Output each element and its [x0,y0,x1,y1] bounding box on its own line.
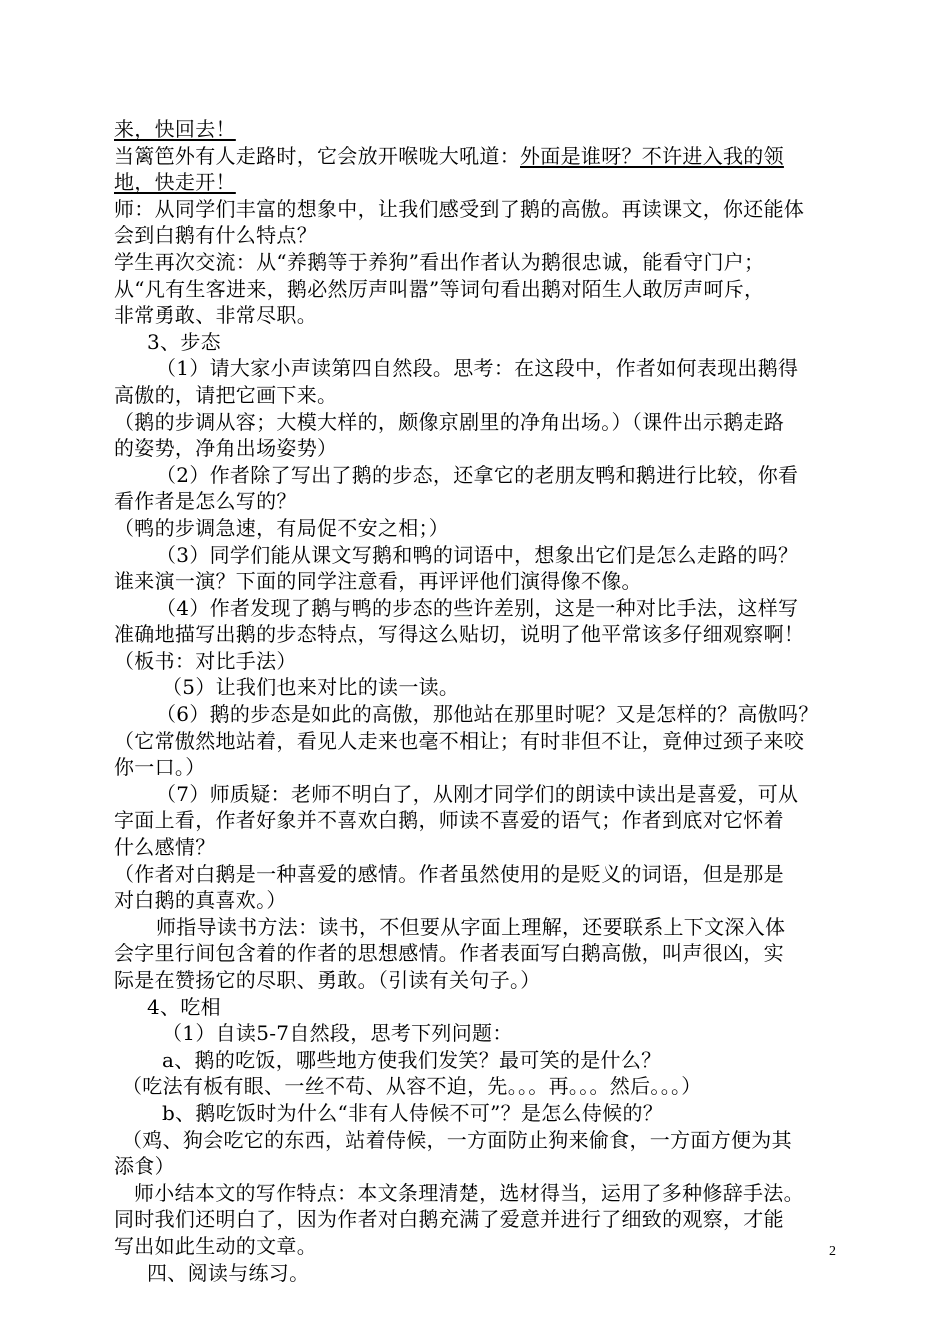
text-line [114,515,854,542]
text-line [114,674,854,701]
text-line [114,249,854,276]
page-number: 2 [829,1244,836,1259]
text-segment: 师指导读书方法：读书，不但要从字面上理解，还要联系上下文深入体 [156,914,786,939]
text-line [114,116,854,143]
text-segment: 4、吃相 [147,994,221,1019]
text-segment: 会到白鹅有什么特点？ [114,223,317,248]
text-segment: 对白鹅的真喜欢。） [114,888,287,913]
text-line [114,754,854,781]
text-segment: 际是在赞扬它的尽职、勇敢。（引读有关句子。） [114,968,541,992]
text-segment: 会字里行间包含着的作者的思想感情。作者表面写白鹅高傲，叫声很凶，实 [114,941,784,966]
text-segment: （板书：对比手法） [114,648,297,673]
text-line [114,1180,854,1207]
text-segment: 什么感情？ [114,835,216,860]
text-line [114,568,854,595]
text-line [114,222,854,249]
text-line [114,701,854,728]
text-segment: 学生再次交流：从“养鹅等于养狗”看出作者认为鹅很忠诚，能看守门户； [114,249,765,274]
text-segment: （鸡、狗会吃它的东西，站着侍候，一方面防止狗来偷食，一方面方便为其 [122,1127,792,1152]
text-line [114,648,854,675]
text-line [114,382,854,409]
text-segment: 非常勇敢、非常尽职。 [114,303,317,328]
text-segment: （3）同学们能从课文写鹅和鸭的词语中，想象出它们是怎么走路的吗？ [156,542,799,567]
text-segment: 谁来演一演？下面的同学注意看，再评评他们演得像不像。 [114,569,642,594]
text-segment: （鹅的步调从容；大模大样的，颇像京剧里的净角出场。）（课件出示鹅走路 [114,409,785,434]
text-segment: （5）让我们也来对比的读一读。 [162,675,460,700]
text-line [114,1020,854,1047]
text-segment: 准确地描写出鹅的步态特点，写得这么贴切，说明了他平常该多仔细观察啊！ [114,622,805,647]
text-segment: （吃法有板有眼、一丝不苟、从容不迫，先。。。再。。。然后。。。） [122,1074,702,1099]
text-line [114,276,854,303]
text-line [114,488,854,515]
text-segment: b、鹅吃饭时为什么“非有人侍候不可”？是怎么侍候的？ [162,1100,664,1125]
text-line [114,1100,854,1127]
text-segment: （鸭的步调急速，有局促不安之相；） [114,515,450,540]
text-line [114,302,854,329]
text-segment: 从“凡有生客进来，鹅必然厉声叫嚣”等词句看出鹅对陌生人敢厉声呵斥， [114,276,765,301]
text-line [114,1233,854,1260]
text-segment: 字面上看，作者好象并不喜欢白鹅，师读不喜爱的语气；作者到底对它怀着 [114,808,784,833]
text-segment: 3、步态 [147,329,221,354]
text-segment: （2）作者除了写出了鹅的步态，还拿它的老朋友鸭和鹅进行比较，你看 [156,462,799,487]
text-line [114,861,854,888]
text-line [114,462,854,489]
text-line [114,834,854,861]
text-segment: 四、阅读与练习。 [147,1260,310,1285]
text-line [114,169,854,196]
text-segment: 师小结本文的写作特点：本文条理清楚，选材得当，运用了多种修辞手法。 [134,1180,804,1205]
text-segment: 当篱笆外有人走路时，它会放开喉咙大吼道： [114,143,520,168]
text-segment: 的姿势，净角出场姿势） [114,436,338,461]
underlined-text: 来，快回去！ [114,117,236,141]
text-segment: a、鹅的吃饭，哪些地方使我们发笑？最可笑的是什么？ [162,1047,662,1072]
text-line [114,143,854,170]
text-line [114,196,854,223]
underlined-text: 地，快走开！ [114,170,236,195]
text-line [114,1073,854,1100]
text-line [114,1127,854,1154]
text-segment: （1）自读5-7自然段，思考下列问题： [162,1021,513,1046]
text-line [114,1206,854,1233]
text-segment: 你一口。） [114,755,206,780]
text-line [114,728,854,755]
text-line [114,914,854,941]
text-line [114,887,854,914]
document-body [114,116,854,1286]
underlined-text: 外面是谁呀？不许进入我的领 [520,143,784,168]
text-segment: 看作者是怎么写的？ [114,489,297,514]
text-segment: （6）鹅的步态是如此的高傲，那他站在那里时呢？又是怎样的？高傲吗？ [156,702,819,727]
text-segment: 同时我们还明白了，因为作者对白鹅充满了爱意并进行了细致的观察，才能 [114,1207,784,1232]
text-line [114,781,854,808]
text-segment: 添食） [114,1154,175,1179]
text-line [114,435,854,462]
text-line [114,967,854,994]
text-line [114,595,854,622]
text-segment: （7）师质疑：老师不明白了，从刚才同学们的朗读中读出是喜爱，可从 [156,781,799,806]
text-line [114,355,854,382]
text-line [114,994,854,1021]
text-line [114,1260,854,1287]
text-line [114,1153,854,1180]
text-segment: 师：从同学们丰富的想象中，让我们感受到了鹅的高傲。再读课文，你还能体 [114,196,805,221]
text-segment: 写出如此生动的文章。 [114,1233,317,1258]
text-line [114,807,854,834]
text-segment: （作者对白鹅是一种喜爱的感情。作者虽然使用的是贬义的词语，但是那是 [114,861,784,886]
text-segment: 高傲的，请把它画下来。 [114,382,338,407]
text-segment: （1）请大家小声读第四自然段。思考：在这段中，作者如何表现出鹅得 [156,356,799,381]
text-line [114,940,854,967]
text-line [114,621,854,648]
text-segment: （4）作者发现了鹅与鸭的步态的些许差别，这是一种对比手法，这样写 [156,595,799,620]
text-line [114,542,854,569]
text-line [114,1047,854,1074]
text-segment: （它常傲然地站着，看见人走来也毫不相让；有时非但不让，竟伸过颈子来咬 [114,728,805,753]
text-line [114,329,854,356]
text-line [114,409,854,436]
